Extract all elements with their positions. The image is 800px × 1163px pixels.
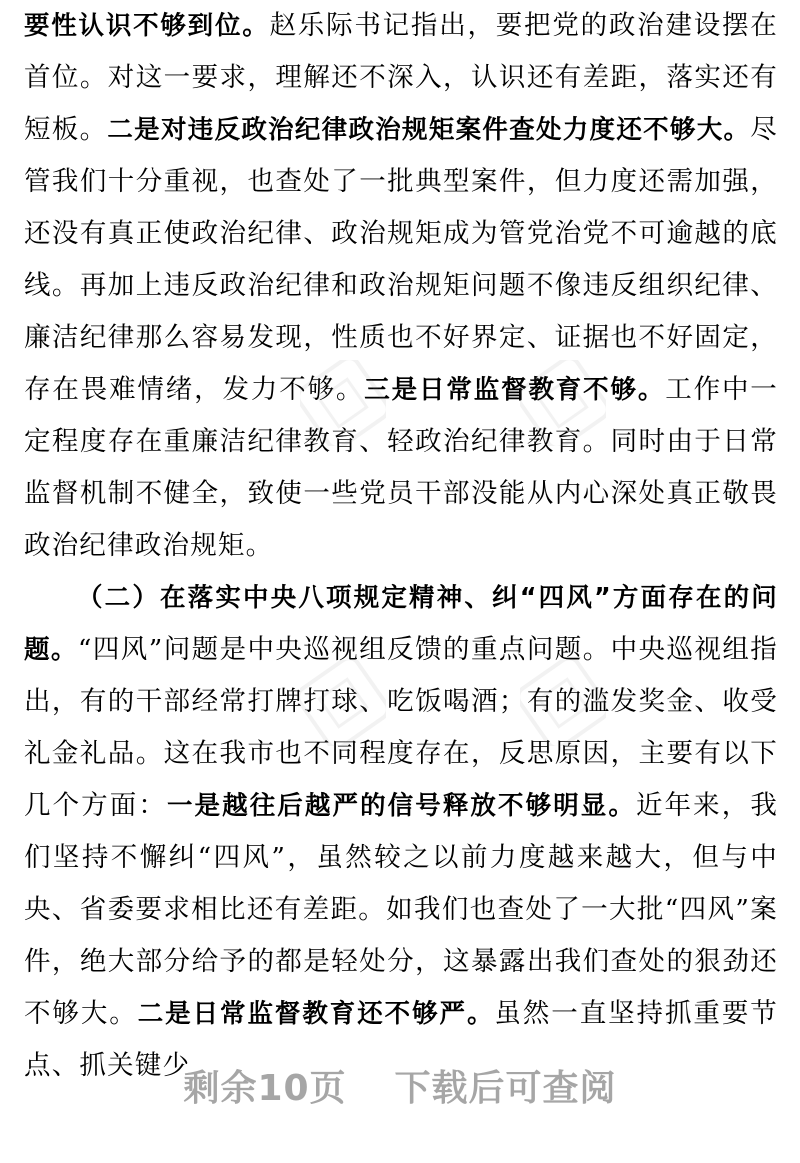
bold-phrase: 二是对违反政治纪律政治规矩案件查处力度还不够大。 <box>107 115 751 145</box>
download-hint-label: 下载后可查阅 <box>394 1068 617 1109</box>
download-banner[interactable] <box>0 1060 800 1111</box>
paragraph-text: 虽然一直坚持抓重要节点、抓关键少 <box>24 998 778 1081</box>
paragraph-text: 尽管我们十分重视，也查处了一批典型案件，但力度还需加强，还没有真正使政治纪律、政治规矩成为管党治党不可逾越的底线。再加上违反政治纪律和政治规矩问题不像违反组织纪律、廉洁纪律那么容易发现，性质也不好界定、证据也不好固定，存在畏难情绪，发力不够。 <box>24 114 778 405</box>
paragraph-text: 近年来，我们坚持不懈纠“四风”，虽然较之以前力度越来越大，但与中央、省委要求相比还有差距。如我们也查处了一大批“四风”案件，绝大部分给予的都是轻处分，这暴露出我们查处的狠劲还不够大。 <box>24 790 779 1029</box>
bold-phrase: 要性认识不够到位。 <box>24 11 270 41</box>
section-heading: （二）在落实中央八项规定精神、纠“四风”方面存在的问题。 <box>24 583 778 665</box>
paragraph-text: “四风”问题是中央巡视组反馈的重点问题。中央巡视组指出，有的干部经常打牌打球、吃饭喝酒；有的滥发奖金、收受礼金礼品。这在我市也不同程度存在，反思原因，主要有以下几个方面： <box>24 634 779 821</box>
paragraph-four-winds <box>24 572 778 1092</box>
bold-phrase: 一是越往后越严的信号释放不够明显。 <box>166 791 636 821</box>
bold-phrase: 二是日常监督教育还不够严。 <box>137 999 495 1029</box>
paragraph-text: 工作中一定程度存在重廉洁纪律教育、轻政治纪律教育。同时由于日常监督机制不健全，致使一些党员干部没能从内心深处真正敬畏政治纪律政治规矩。 <box>24 374 779 561</box>
bold-phrase: 三是日常监督教育不够。 <box>364 375 666 405</box>
paragraph-political-discipline <box>24 0 778 572</box>
paragraph-text: 赵乐际书记指出，要把党的政治建设摆在首位。对这一要求，理解还不深入，认识还有差距，落实还有短板。 <box>24 10 778 145</box>
document-body <box>24 0 778 1092</box>
remaining-pages-label: 剩余10页 <box>183 1068 347 1109</box>
